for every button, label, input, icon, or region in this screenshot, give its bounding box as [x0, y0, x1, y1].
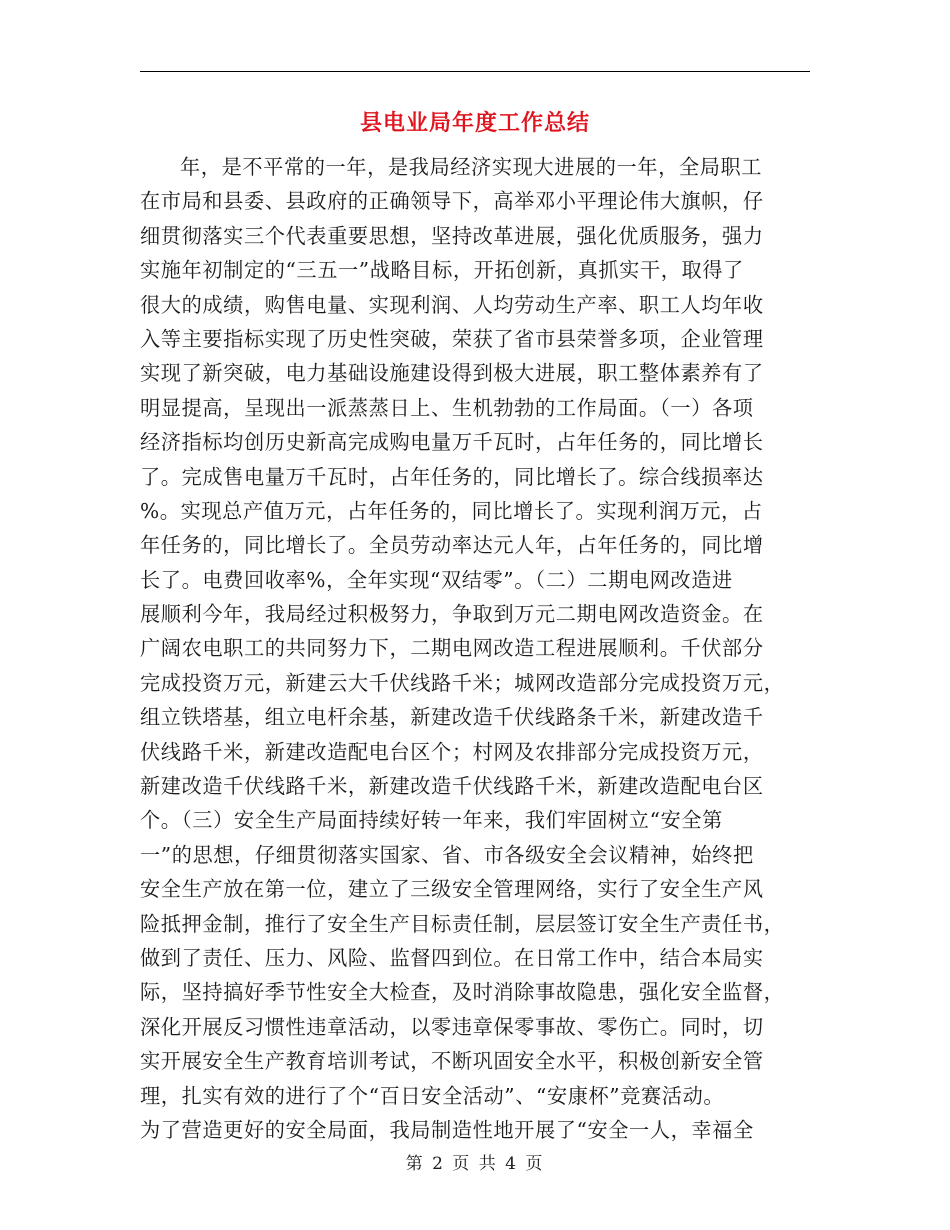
body-text-line: 细贯彻落实三个代表重要思想，坚持改革进展，强化优质服务，强力 [140, 223, 764, 248]
body-text-line: 深化开展反习惯性违章活动，以零违章保零事故、零伤亡。同时，切 [140, 1014, 764, 1039]
page-number-footer: 第 2 页 共 4 页 [405, 1154, 545, 1174]
body-text-line: 年任务的，同比增长了。全员劳动率达元人年，占年任务的，同比增 [140, 533, 764, 558]
body-text-line: 长了。电费回收率%，全年实现“双结零”。（二）二期电网改造进 [140, 567, 733, 592]
body-text-line: 在市局和县委、县政府的正确领导下，高举邓小平理论伟大旗帜，仔 [140, 189, 764, 214]
body-text-line: 实施年初制定的“三五一”战略目标，开拓创新，真抓实干，取得了 [140, 258, 744, 283]
body-text-line: %。实现总产值万元，占年任务的，同比增长了。实现利润万元，占 [140, 498, 763, 523]
body-text-line: 为了营造更好的安全局面，我局制造性地开展了“安全一人，幸福全 [140, 1117, 754, 1142]
body-text-line: 理，扎实有效的进行了个“百日安全活动”、“安康杯”竞赛活动。 [140, 1083, 725, 1108]
body-text-line: 新建改造千伏线路千米，新建改造千伏线路千米，新建改造配电台区 [140, 774, 764, 799]
document-body [140, 150, 815, 1147]
body-text-line: 险抵押金制，推行了安全生产目标责任制，层层签订安全生产责任书， [140, 911, 785, 936]
body-text-line: 实开展安全生产教育培训考试，不断巩固安全水平，积极创新安全管 [140, 1049, 764, 1074]
document-title: 县电业局年度工作总结 [359, 111, 590, 136]
body-text-line: 展顺利今年，我局经过积极努力，争取到万元二期电网改造资金。在 [140, 602, 764, 627]
header-rule [140, 71, 810, 72]
body-text-line: 完成投资万元，新建云大千伏线路千米；城网改造部分完成投资万元， [140, 670, 785, 695]
body-text-line: 了。完成售电量万千瓦时，占年任务的，同比增长了。综合线损率达 [140, 464, 764, 489]
body-text-line: 伏线路千米，新建改造配电台区个；村网及农排部分完成投资万元， [140, 739, 764, 764]
body-text-line: 做到了责任、压力、风险、监督四到位。在日常工作中，结合本局实 [140, 945, 764, 970]
body-text-line: 安全生产放在第一位，建立了三级安全管理网络，实行了安全生产风 [140, 877, 764, 902]
body-text-line: 实现了新突破，电力基础设施建设得到极大进展，职工整体素养有了 [140, 361, 764, 386]
body-text-line: 明显提高，呈现出一派蒸蒸日上、生机勃勃的工作局面。（一）各项 [140, 395, 754, 420]
body-text-line: 经济指标均创历史新高完成购电量万千瓦时，占年任务的，同比增长 [140, 430, 764, 455]
body-text-line: 个。（三）安全生产局面持续好转一年来，我们牢固树立“安全第 [140, 808, 723, 833]
body-text-line: 很大的成绩，购售电量、实现利润、人均劳动生产率、职工人均年收 [140, 292, 764, 317]
body-text-line: 际，坚持搞好季节性安全大检查，及时消除事故隐患，强化安全监督， [140, 980, 785, 1005]
body-text-line: 入等主要指标实现了历史性突破，荣获了省市县荣誉多项，企业管理 [140, 326, 764, 351]
body-text-line: 广阔农电职工的共同努力下，二期电网改造工程进展顺利。千伏部分 [140, 636, 764, 661]
body-text-line: 一”的思想，仔细贯彻落实国家、省、市各级安全会议精神，始终把 [140, 842, 754, 867]
body-text-line: 年，是不平常的一年，是我局经济实现大进展的一年，全局职工 [180, 155, 763, 179]
body-text-line: 组立铁塔基，组立电杆余基，新建改造千伏线路条千米，新建改造千 [140, 705, 764, 730]
